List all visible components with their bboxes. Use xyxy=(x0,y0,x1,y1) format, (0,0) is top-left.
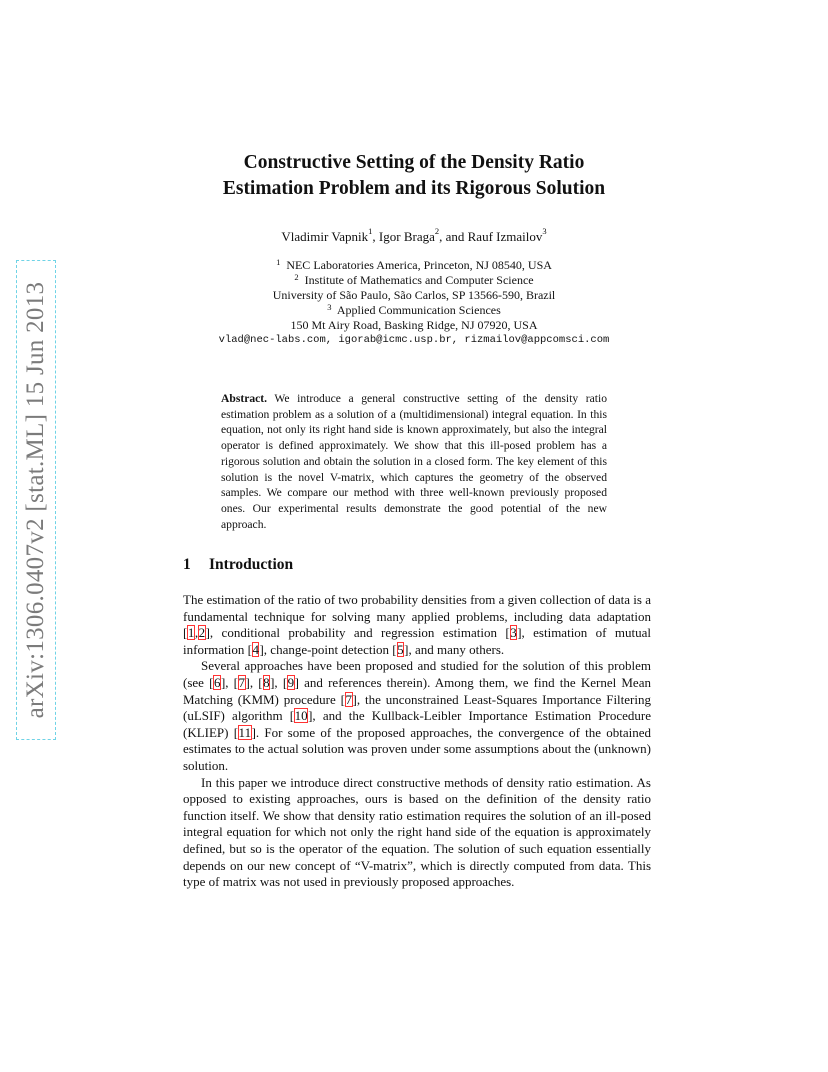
section-heading xyxy=(183,556,293,574)
text-run: ] and references therein). Among them, we find the Kernel Mean Matching (KMM) procedure [ xyxy=(183,674,651,707)
section-number: 1 xyxy=(183,556,191,573)
affiliation-3-address: 150 Mt Airy Road, Basking Ridge, NJ 07920, USA xyxy=(290,318,538,332)
text-run: Several approaches have been proposed and studied for the solution of this problem (see [ xyxy=(183,658,651,690)
author-1: Vladimir Vapnik xyxy=(281,229,369,244)
affiliation-2-address: University of São Paulo, São Carlos, SP 13566-590, Brazil xyxy=(272,288,556,302)
citation-link[interactable]: 10 xyxy=(294,708,308,724)
text-run: ], [ xyxy=(220,674,239,690)
author-separator: , xyxy=(372,229,379,244)
affiliation-1 xyxy=(150,258,678,273)
paragraph-3: In this paper we introduce direct constructive methods of density ratio estimation. As opposed to existing approaches, ours is based on the definition of the density ratio function itself. We show that density ratio estimation requires the solution of an ill-posed integral equation for which not only the right hand side of the equation is approximately defined, but so is the operator of the equation. The solution of such equation essentially depends on our new concept of “V-matrix”, which is directly computed from data. This type of matrix was not used in previously proposed approaches. xyxy=(183,774,651,890)
citation-link[interactable]: 7 xyxy=(238,674,246,690)
affil-mark-2: 2 xyxy=(294,272,299,282)
text-run: ], and many others. xyxy=(404,641,505,657)
citation-link[interactable]: 3 xyxy=(510,625,517,641)
abstract xyxy=(221,391,607,532)
author-list xyxy=(150,226,678,245)
section-body xyxy=(183,592,651,891)
affil-3-text: Applied Communication Sciences xyxy=(336,303,501,317)
paper-title xyxy=(150,150,678,202)
author-separator: , and xyxy=(439,229,468,244)
text-run: ]. For some of the proposed approaches, the convergence of the obtained estimates to the actual solution was proven under some assumptions about the (unknown) solution. xyxy=(183,724,651,773)
arxiv-side-stamp xyxy=(16,260,56,740)
author-1-affil-mark: 1 xyxy=(368,226,373,236)
paragraph-1 xyxy=(183,592,651,658)
affil-mark-1: 1 xyxy=(276,257,281,267)
text-run: ], and the Kullback-Leibler Importance Estimation Procedure (KLIEP) [ xyxy=(183,708,652,740)
author-3: Rauf Izmailov xyxy=(467,229,543,244)
citation-link[interactable]: 7 xyxy=(345,691,352,707)
affiliation-3 xyxy=(150,303,678,318)
text-run: ], change-point detection [ xyxy=(259,641,397,657)
affiliation-2 xyxy=(150,273,678,288)
abstract-label: Abstract. xyxy=(221,392,268,405)
citation-link[interactable]: 1 xyxy=(187,625,195,641)
citation-link[interactable]: 5 xyxy=(397,641,404,657)
text-run: The estimation of the ratio of two probability densities from a given collection of data is a fundamental technique for solving many applied problems, including data adaptation [ xyxy=(183,592,651,641)
citation-link[interactable]: 4 xyxy=(252,641,259,657)
paragraph-2 xyxy=(183,658,651,774)
title-line-2: Estimation Problem and its Rigorous Solution xyxy=(222,178,606,199)
author-2: Igor Braga xyxy=(378,229,435,244)
affil-mark-3: 3 xyxy=(327,302,332,312)
citation-link[interactable]: 9 xyxy=(287,674,295,690)
citation-link[interactable]: 6 xyxy=(213,674,221,690)
text-run: ], the unconstrained Least-Squares Importance Filtering (uLSIF) algorithm [ xyxy=(183,691,651,724)
affiliations xyxy=(150,258,678,348)
affil-1-text: NEC Laboratories America, Princeton, NJ 08540, USA xyxy=(286,258,552,272)
text-run: ], conditional probability and regression estimation [ xyxy=(205,625,510,641)
text-run: ], estimation of mutual information [ xyxy=(183,625,652,657)
text-run: ], [ xyxy=(245,674,263,690)
citation-link[interactable]: 2 xyxy=(198,625,206,641)
text-run: ], [ xyxy=(270,674,288,690)
author-emails[interactable]: vlad@nec-labs.com, igorab@icmc.usp.br, rizmailov@appcomsci.com xyxy=(218,334,610,346)
author-2-affil-mark: 2 xyxy=(434,226,440,236)
text-run: , xyxy=(194,625,199,641)
citation-link[interactable]: 11 xyxy=(238,724,252,740)
citation-link[interactable]: 8 xyxy=(263,674,270,690)
abstract-text: We introduce a general constructive setting of the density ratio estimation problem as a solution of a (multidimensional) integral equation. In this equation, not only its right hand side is known approximately, but also the integral operator is defined approximately. We show that this ill-posed problem has a rigorous solution and obtain the solution in a closed form. The key element of this solution is the novel V-matrix, which captures the geometry of the observed samples. We compare our method with three well-known previously proposed ones. Our experimental results demonstrate the good potential of the new approach. xyxy=(221,392,607,531)
author-3-affil-mark: 3 xyxy=(542,226,547,236)
section-title: Introduction xyxy=(209,556,294,573)
title-line-1: Constructive Setting of the Density Ratio xyxy=(243,152,585,173)
affil-2-text: Institute of Mathematics and Computer Science xyxy=(304,273,534,287)
arxiv-identifier[interactable]: arXiv:1306.0407v2 [stat.ML] 15 Jun 2013 xyxy=(16,260,56,740)
